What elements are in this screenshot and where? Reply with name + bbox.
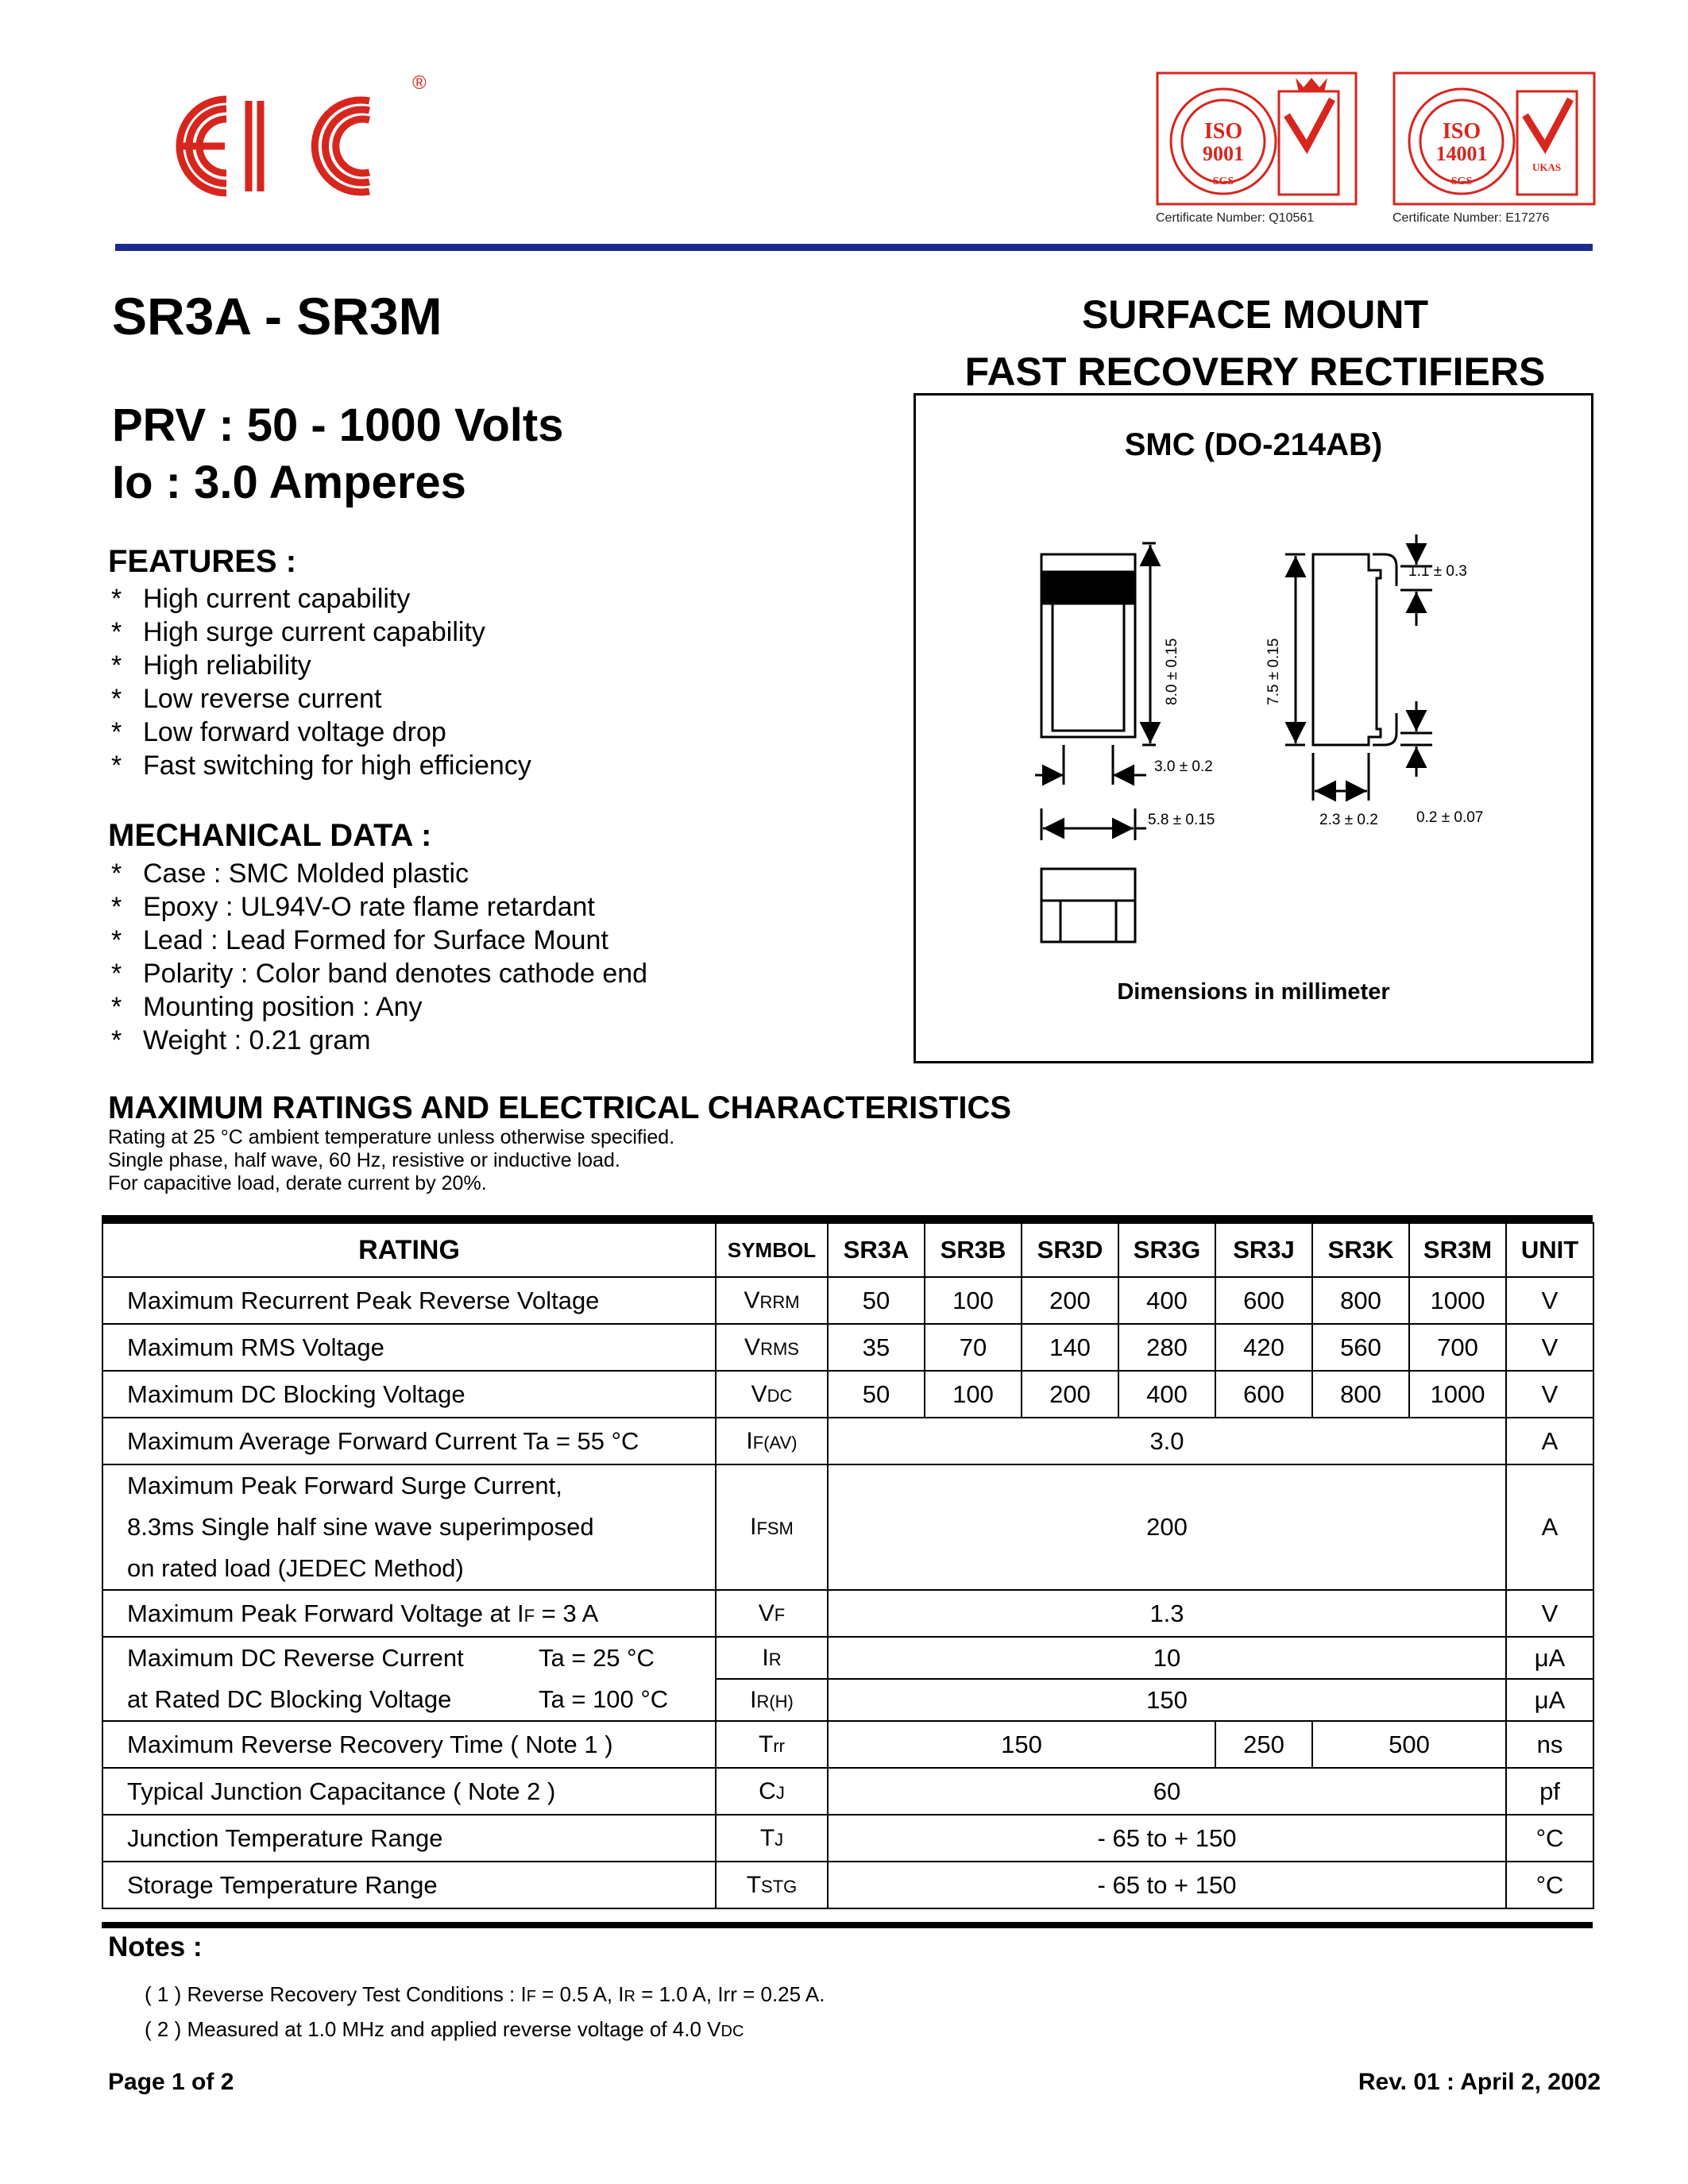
svg-text:ISO: ISO bbox=[1442, 119, 1481, 144]
registered-mark: ® bbox=[412, 72, 427, 94]
note-1: ( 1 ) Reverse Recovery Test Conditions : IF = 0.5 A, IR = 1.0 A, Irr = 0.25 A. bbox=[145, 1982, 825, 2006]
row-unit: A bbox=[1506, 1418, 1593, 1464]
cell: 1000 bbox=[1409, 1371, 1506, 1418]
row-symbol: CJ bbox=[716, 1768, 828, 1815]
certificate-number-1: Certificate Number: Q10561 bbox=[1156, 211, 1315, 225]
cell: 700 bbox=[1409, 1324, 1506, 1371]
dim-height-front: 8.0 ± 0.15 bbox=[1164, 638, 1180, 705]
category-line-1: SURFACE MOUNT bbox=[1081, 292, 1429, 337]
electrical-summary bbox=[112, 397, 563, 511]
list-item: * High current capability bbox=[111, 584, 411, 614]
dimensions-caption: Dimensions in millimeter bbox=[1117, 979, 1390, 1005]
svg-text:ISO: ISO bbox=[1203, 119, 1243, 144]
dim-side-width: 2.3 ± 0.2 bbox=[1319, 812, 1378, 828]
col-part: SR3A bbox=[828, 1223, 925, 1277]
row-symbol: IF(AV) bbox=[716, 1418, 828, 1464]
svg-text:UKAS: UKAS bbox=[1532, 161, 1562, 173]
col-unit: UNIT bbox=[1506, 1223, 1593, 1277]
list-item: * Polarity : Color band denotes cathode end bbox=[111, 959, 648, 989]
cell: 800 bbox=[1312, 1277, 1409, 1324]
features-title: FEATURES : bbox=[108, 544, 297, 579]
mechanical-list bbox=[108, 857, 647, 1057]
io-rating: Io : 3.0 Amperes bbox=[112, 457, 466, 508]
col-part: SR3B bbox=[925, 1223, 1022, 1277]
cell: 200 bbox=[828, 1464, 1506, 1590]
cell: 100 bbox=[925, 1277, 1022, 1324]
cell: 600 bbox=[1215, 1277, 1312, 1324]
row-label: Junction Temperature Range bbox=[102, 1815, 716, 1862]
table-row bbox=[102, 1862, 1593, 1908]
row-label: Maximum DC Blocking Voltage bbox=[102, 1371, 716, 1418]
cell: 560 bbox=[1312, 1324, 1409, 1371]
svg-text:SGS: SGS bbox=[1450, 176, 1473, 187]
row-unit: V bbox=[1506, 1371, 1593, 1418]
svg-text:9001: 9001 bbox=[1203, 142, 1244, 165]
condition-line-1: Rating at 25 °C ambient temperature unless otherwise specified. bbox=[108, 1126, 675, 1148]
package-outline-box bbox=[914, 393, 1593, 1063]
row-symbol: IR bbox=[716, 1637, 828, 1679]
note-2: ( 2 ) Measured at 1.0 MHz and applied reverse voltage of 4.0 VDC bbox=[145, 2017, 744, 2041]
eic-logo-icon bbox=[147, 75, 433, 214]
features-list bbox=[108, 582, 531, 782]
cell: 420 bbox=[1215, 1324, 1312, 1371]
cell: 3.0 bbox=[828, 1418, 1506, 1464]
table-row bbox=[102, 1277, 1593, 1324]
dim-height-side: 7.5 ± 0.15 bbox=[1265, 638, 1282, 705]
row-unit: °C bbox=[1506, 1815, 1593, 1862]
table-row bbox=[102, 1637, 1593, 1679]
row-symbol: IFSM bbox=[716, 1464, 828, 1590]
row-unit: V bbox=[1506, 1277, 1593, 1324]
table-bottom-bar bbox=[102, 1922, 1593, 1928]
row-symbol: VRMS bbox=[716, 1324, 828, 1371]
iso-certificate-seals-icon bbox=[1156, 71, 1597, 210]
cell: 50 bbox=[828, 1277, 925, 1324]
row-unit: V bbox=[1506, 1590, 1593, 1637]
row-label: Typical Junction Capacitance ( Note 2 ) bbox=[102, 1768, 716, 1815]
row-label: Maximum Peak Forward Voltage at IF = 3 A bbox=[102, 1590, 716, 1637]
list-item: * Mounting position : Any bbox=[111, 992, 423, 1022]
table-row bbox=[102, 1590, 1593, 1637]
list-item: * High surge current capability bbox=[111, 617, 485, 647]
prv-rating: PRV : 50 - 1000 Volts bbox=[112, 399, 564, 451]
dim-lead-length: 1.1 ± 0.3 bbox=[1408, 563, 1467, 580]
package-dimension-drawing bbox=[916, 396, 1591, 1063]
page-number: Page 1 of 2 bbox=[108, 2069, 234, 2095]
cell: 50 bbox=[828, 1371, 925, 1418]
cell: 600 bbox=[1215, 1371, 1312, 1418]
cell: 10 bbox=[828, 1637, 1506, 1679]
table-header-row bbox=[102, 1223, 1593, 1277]
list-item: * High reliability bbox=[111, 650, 311, 681]
cell: 150 bbox=[828, 1721, 1215, 1768]
cell: 500 bbox=[1312, 1721, 1506, 1768]
table-row bbox=[102, 1324, 1593, 1371]
header-divider bbox=[115, 244, 1593, 251]
row-label: Maximum Average Forward Current Ta = 55 °C bbox=[102, 1418, 716, 1464]
certification-badges bbox=[1156, 71, 1597, 238]
list-item: * Weight : 0.21 gram bbox=[111, 1025, 371, 1055]
list-item: * Case : SMC Molded plastic bbox=[111, 859, 469, 889]
part-number-range: SR3A - SR3M bbox=[112, 287, 442, 345]
package-title: SMC (DO-214AB) bbox=[1124, 427, 1383, 462]
cell: 200 bbox=[1022, 1277, 1118, 1324]
row-label: Maximum Peak Forward Surge Current, 8.3ms Single half sine wave superimposed on rated load (JEDEC Method) bbox=[102, 1464, 716, 1590]
row-unit: pf bbox=[1506, 1768, 1593, 1815]
dim-overall-width: 5.8 ± 0.15 bbox=[1148, 812, 1215, 828]
company-logo bbox=[147, 72, 433, 214]
table-row bbox=[102, 1371, 1593, 1418]
table-row bbox=[102, 1815, 1593, 1862]
cell: 1000 bbox=[1409, 1277, 1506, 1324]
list-item: * Fast switching for high efficiency bbox=[111, 751, 531, 781]
dim-lead-thickness: 0.2 ± 0.07 bbox=[1416, 809, 1484, 826]
col-part: SR3J bbox=[1215, 1223, 1312, 1277]
list-item: * Low forward voltage drop bbox=[111, 717, 446, 747]
cell: 70 bbox=[925, 1324, 1022, 1371]
cell: 200 bbox=[1022, 1371, 1118, 1418]
row-unit: μA bbox=[1506, 1637, 1593, 1679]
col-rating: RATING bbox=[102, 1223, 716, 1277]
cell: 800 bbox=[1312, 1371, 1409, 1418]
row-label: Storage Temperature Range bbox=[102, 1862, 716, 1908]
mechanical-title: MECHANICAL DATA : bbox=[108, 818, 432, 853]
cell: 250 bbox=[1215, 1721, 1312, 1768]
row-label: Maximum DC Reverse Current Ta = 25 °C at Rated DC Blocking Voltage Ta = 100 °C bbox=[102, 1637, 716, 1721]
row-symbol: Trr bbox=[716, 1721, 828, 1768]
dim-body-width: 3.0 ± 0.2 bbox=[1154, 758, 1213, 775]
row-symbol: VF bbox=[716, 1590, 828, 1637]
list-item: * Epoxy : UL94V-O rate flame retardant bbox=[111, 892, 595, 922]
svg-text:14001: 14001 bbox=[1435, 142, 1488, 165]
row-symbol: VDC bbox=[716, 1371, 828, 1418]
row-unit: A bbox=[1506, 1464, 1593, 1590]
col-part: SR3M bbox=[1409, 1223, 1506, 1277]
list-item: * Lead : Lead Formed for Surface Mount bbox=[111, 925, 608, 955]
cell: 60 bbox=[828, 1768, 1506, 1815]
table-top-bar bbox=[102, 1215, 1593, 1222]
cell: 35 bbox=[828, 1324, 925, 1371]
certificate-number-2: Certificate Number: E17276 bbox=[1393, 211, 1550, 225]
table-row bbox=[102, 1464, 1593, 1590]
revision-date: Rev. 01 : April 2, 2002 bbox=[1358, 2069, 1601, 2095]
ratings-title: MAXIMUM RATINGS AND ELECTRICAL CHARACTERISTICS bbox=[108, 1090, 1012, 1125]
table-row bbox=[102, 1721, 1593, 1768]
row-symbol: IR(H) bbox=[716, 1679, 828, 1721]
cell: 400 bbox=[1118, 1277, 1215, 1324]
svg-text:SGS: SGS bbox=[1212, 176, 1234, 187]
condition-line-2: Single phase, half wave, 60 Hz, resistive or inductive load. bbox=[108, 1149, 620, 1171]
row-label: Maximum Reverse Recovery Time ( Note 1 ) bbox=[102, 1721, 716, 1768]
cell: - 65 to + 150 bbox=[828, 1862, 1506, 1908]
cell: - 65 to + 150 bbox=[828, 1815, 1506, 1862]
cell: 150 bbox=[828, 1679, 1506, 1721]
cell: 1.3 bbox=[828, 1590, 1506, 1637]
device-category bbox=[898, 286, 1613, 400]
cell: 140 bbox=[1022, 1324, 1118, 1371]
row-label: Maximum Recurrent Peak Reverse Voltage bbox=[102, 1277, 716, 1324]
row-symbol: VRRM bbox=[716, 1277, 828, 1324]
notes-title: Notes : bbox=[108, 1931, 203, 1962]
row-unit: ns bbox=[1506, 1721, 1593, 1768]
row-unit: °C bbox=[1506, 1862, 1593, 1908]
table-row bbox=[102, 1418, 1593, 1464]
col-part: SR3K bbox=[1312, 1223, 1409, 1277]
cell: 100 bbox=[925, 1371, 1022, 1418]
condition-line-3: For capacitive load, derate current by 20%. bbox=[108, 1172, 487, 1194]
row-symbol: TJ bbox=[716, 1815, 828, 1862]
table-row bbox=[102, 1768, 1593, 1815]
cell: 400 bbox=[1118, 1371, 1215, 1418]
col-symbol: SYMBOL bbox=[716, 1223, 828, 1277]
category-line-2: FAST RECOVERY RECTIFIERS bbox=[964, 349, 1546, 394]
col-part: SR3D bbox=[1022, 1223, 1118, 1277]
row-unit: μA bbox=[1506, 1679, 1593, 1721]
row-unit: V bbox=[1506, 1324, 1593, 1371]
cell: 280 bbox=[1118, 1324, 1215, 1371]
col-part: SR3G bbox=[1118, 1223, 1215, 1277]
ratings-table bbox=[102, 1222, 1594, 1909]
list-item: * Low reverse current bbox=[111, 684, 382, 714]
row-symbol: TSTG bbox=[716, 1862, 828, 1908]
row-label: Maximum RMS Voltage bbox=[102, 1324, 716, 1371]
